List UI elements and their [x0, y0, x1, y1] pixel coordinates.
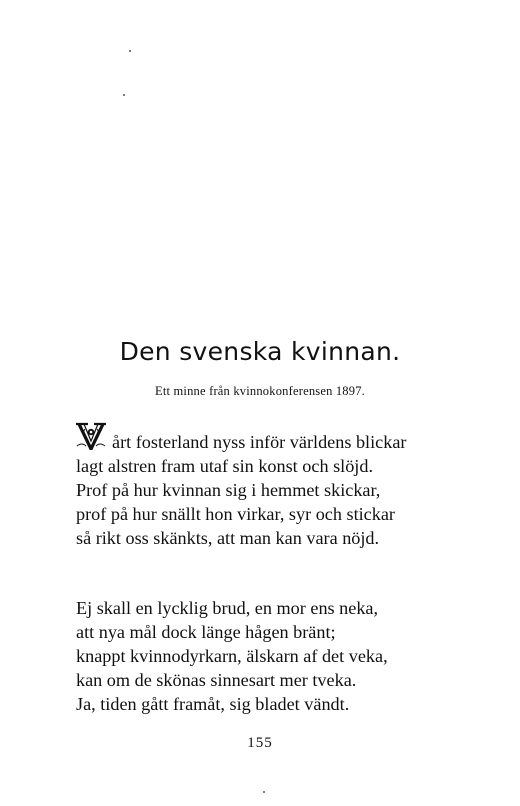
decorated-initial-v	[74, 422, 108, 450]
poem-line: kan om de skönas sinnesart mer tveka.	[76, 670, 357, 690]
poem-subtitle: Ett minne från kvinnokonferensen 1897.	[155, 384, 365, 398]
stanza-1	[76, 430, 456, 550]
poem-line: Ej skall en lycklig brud, en mor ens neka,	[76, 598, 379, 618]
poem-line: lagt alstren fram utaf sin konst och slöjd.	[76, 456, 374, 476]
poem-line: prof på hur snällt hon virkar, syr och stickar	[76, 504, 395, 524]
poem-line	[76, 430, 456, 454]
paper-speck	[123, 94, 125, 96]
poem-line: att nya mål dock länge hågen bränt;	[76, 622, 336, 642]
poem-line: Ja, tiden gått framåt, sig bladet vändt.	[76, 694, 350, 714]
paper-speck	[263, 791, 265, 793]
paper-speck	[129, 50, 131, 52]
first-line-text: årt fosterland nyss inför världens blickar	[112, 432, 407, 452]
poem-line: knappt kvinnodyrkarn, älskarn af det veka,	[76, 646, 388, 666]
stanza-2	[76, 596, 456, 716]
poem-line: Prof på hur kvinnan sig i hemmet skickar,	[76, 480, 381, 500]
poem-title: Den svenska kvinnan.	[119, 337, 401, 366]
page-number: 155	[247, 735, 273, 751]
poem-line: så rikt oss skänkts, att man kan vara nöjd.	[76, 528, 380, 548]
